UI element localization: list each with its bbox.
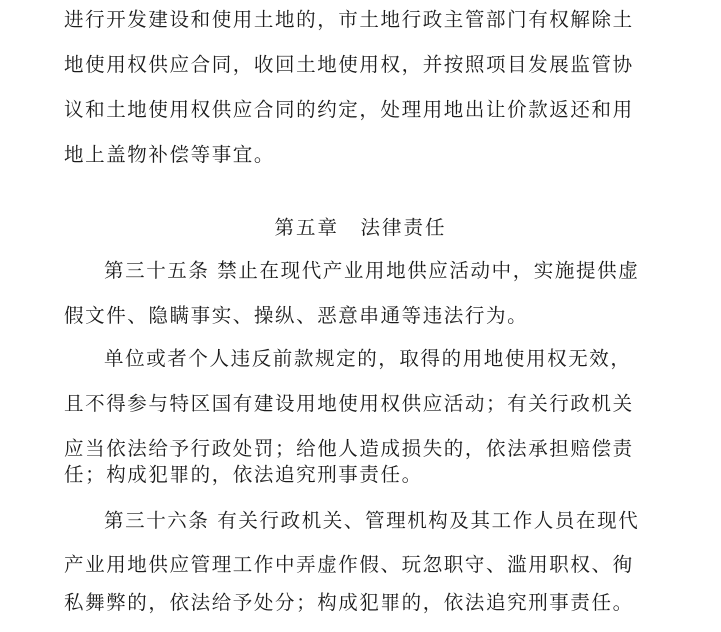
article-35-para2-line: 应当依法给予行政处罚；给他人造成损失的，依法承担赔偿责 — [64, 437, 634, 460]
article-35-line: 假文件、隐瞒事实、操纵、恶意串通等违法行为。 — [64, 304, 529, 327]
article-35-para2-line: 且不得参与特区国有建设用地使用权供应活动；有关行政机关 — [64, 392, 634, 415]
article-36-line: 私舞弊的，依法给予处分；构成犯罪的，依法追究刑事责任。 — [64, 591, 634, 614]
body-text-line: 地上盖物补偿等事宜。 — [64, 143, 276, 166]
article-36-line: 第三十六条 有关行政机关、管理机构及其工作人员在现代 — [104, 509, 640, 532]
article-36-line: 产业用地供应管理工作中弄虚作假、玩忽职守、滥用职权、徇 — [64, 553, 634, 576]
chapter-heading: 第五章 法律责任 — [274, 216, 447, 239]
body-text-line: 地使用权供应合同，收回土地使用权，并按照项目发展监管协 — [64, 53, 634, 76]
body-text-line: 议和土地使用权供应合同的约定，处理用地出让价款返还和用 — [64, 98, 634, 121]
article-35-para2-line: 单位或者个人违反前款规定的，取得的用地使用权无效， — [104, 347, 632, 370]
article-35-para2-line: 任；构成犯罪的，依法追究刑事责任。 — [64, 463, 423, 486]
body-text-line: 进行开发建设和使用土地的，市土地行政主管部门有权解除土 — [64, 8, 634, 31]
article-35-line: 第三十五条 禁止在现代产业用地供应活动中，实施提供虚 — [104, 259, 640, 282]
